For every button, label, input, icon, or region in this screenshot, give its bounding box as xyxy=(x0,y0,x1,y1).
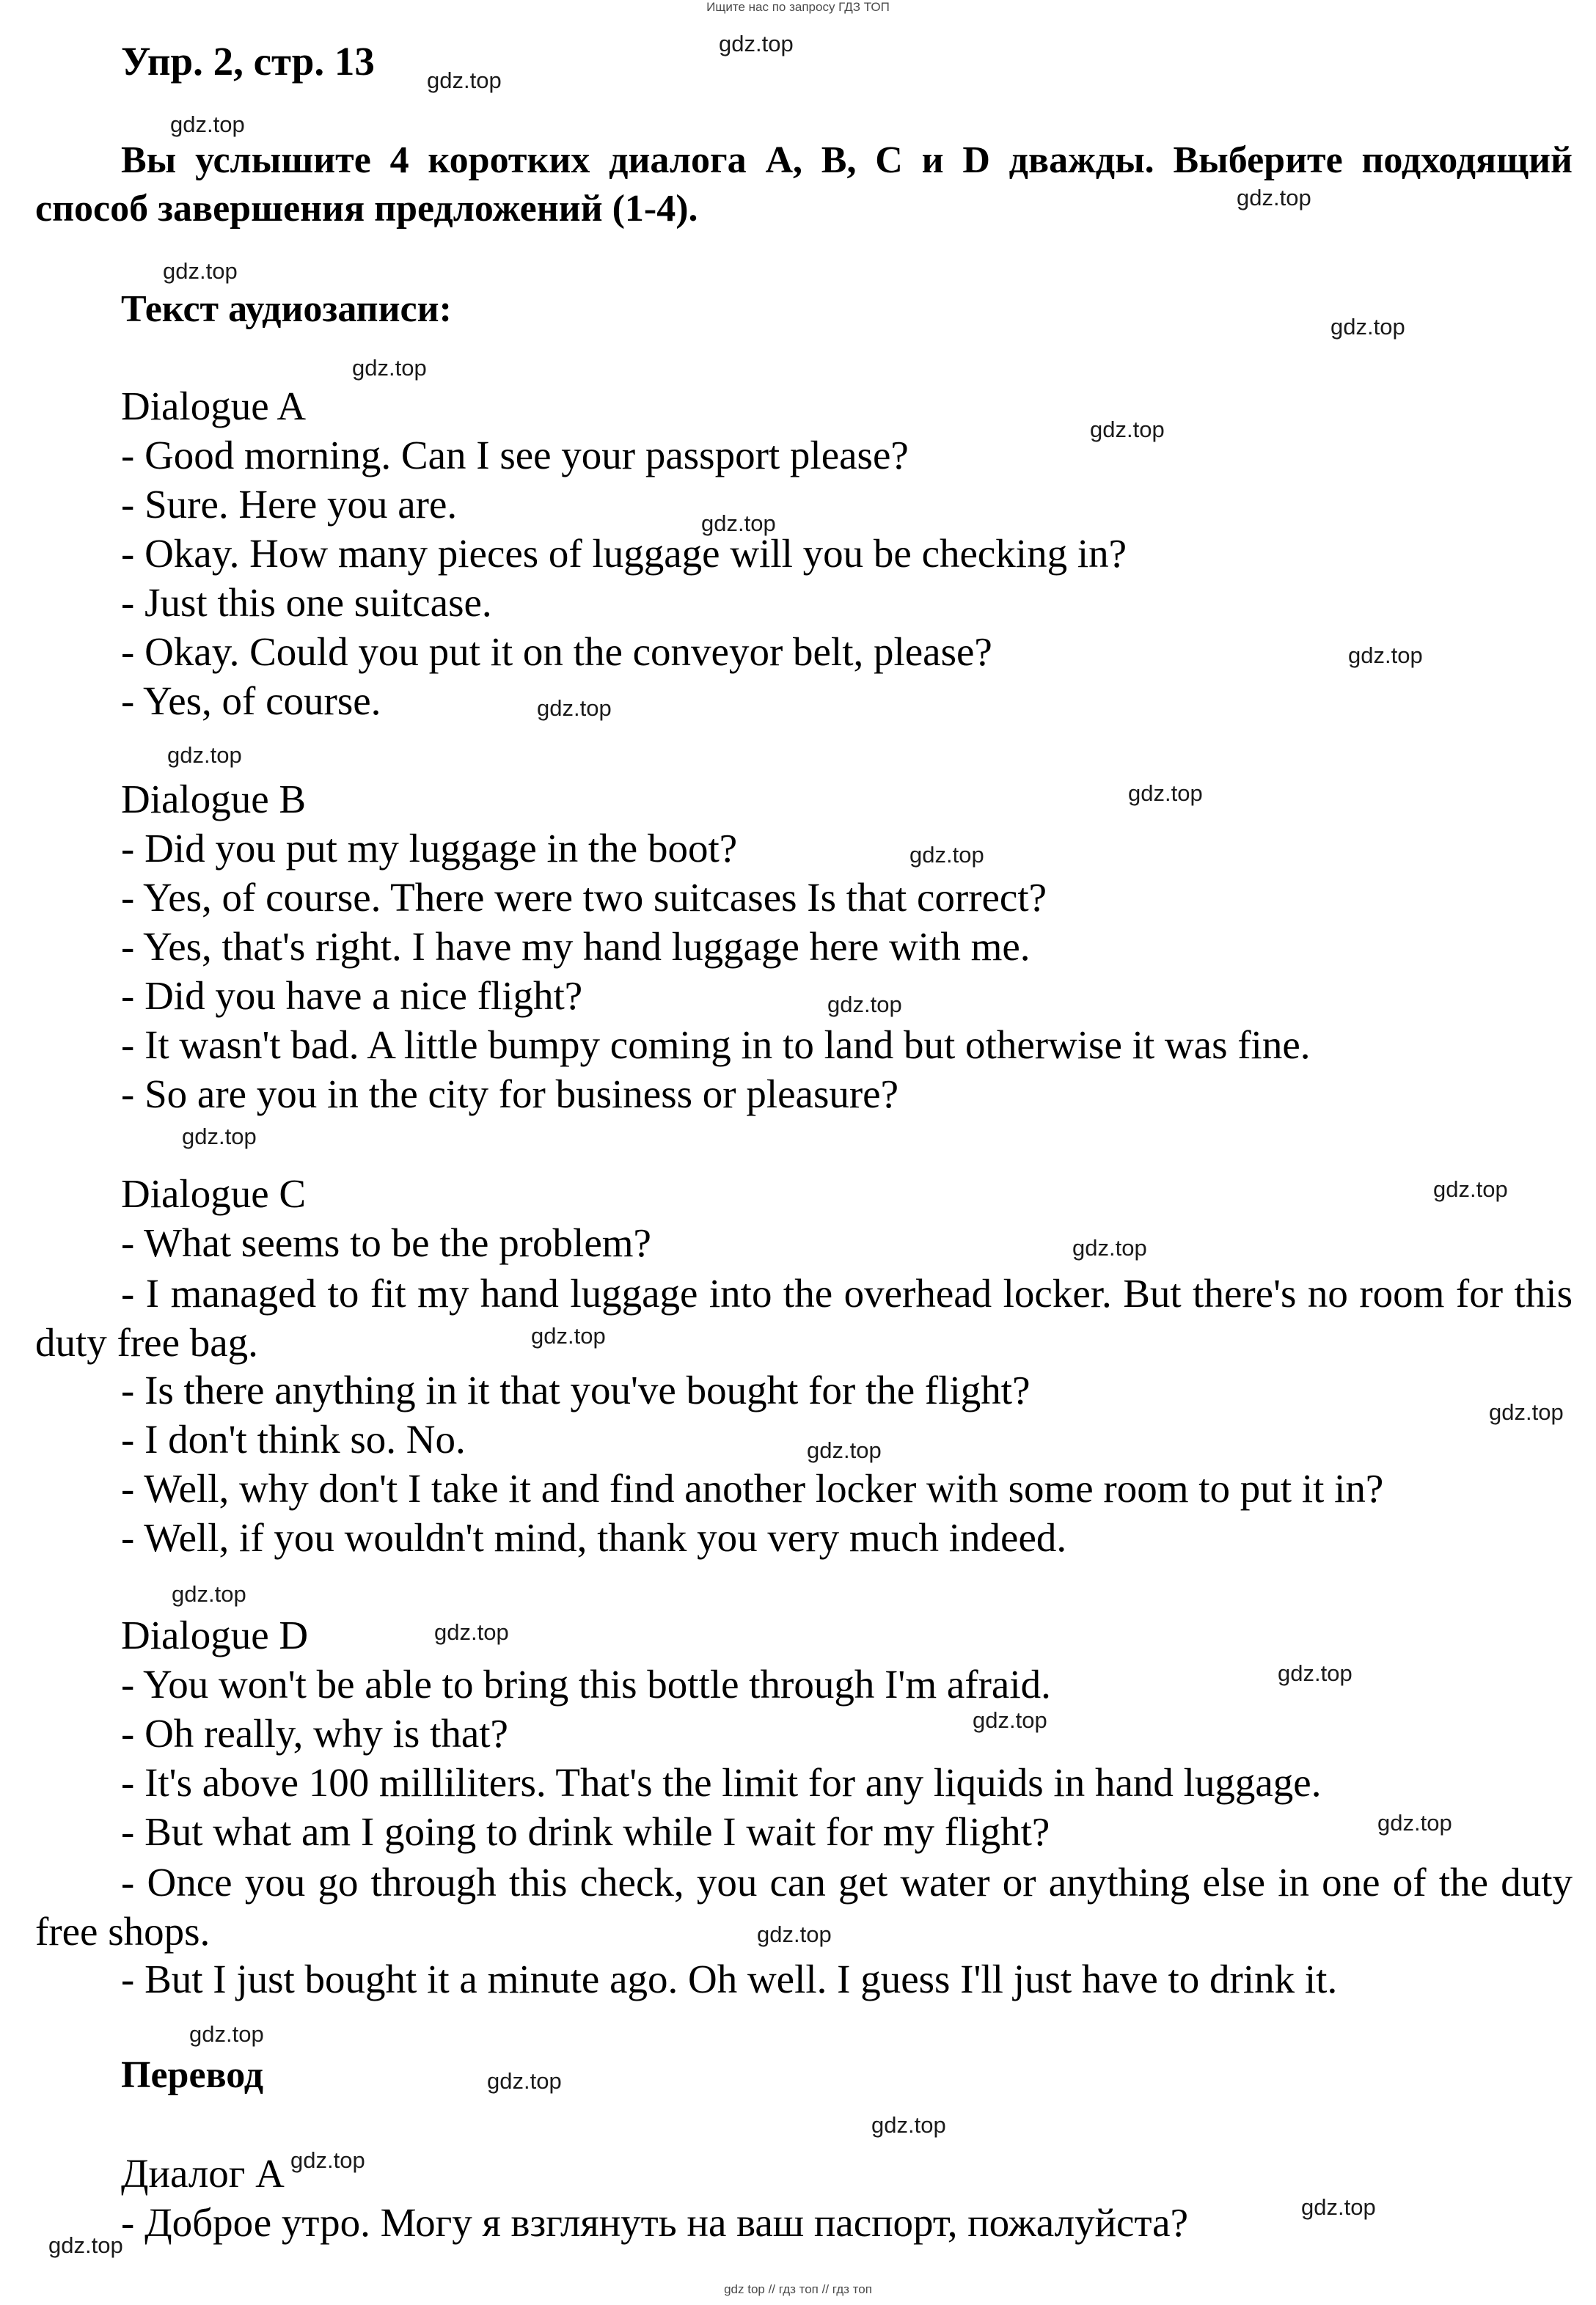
watermark: gdz.top xyxy=(537,695,612,721)
watermark: gdz.top xyxy=(701,510,776,536)
watermark: gdz.top xyxy=(427,67,502,93)
watermark: gdz.top xyxy=(1348,642,1423,668)
watermark: gdz.top xyxy=(1433,1176,1508,1202)
dialogue-a-line: - Just this one suitcase. xyxy=(121,580,492,625)
dialogue-a-title: Dialogue A xyxy=(121,384,307,428)
watermark: gdz.top xyxy=(172,1581,246,1607)
watermark: gdz.top xyxy=(48,2232,123,2258)
dialogue-b-line: - Did you have a nice flight? xyxy=(121,973,583,1018)
instruction-text: Вы услышите 4 коротких диалога A, B, C и D дважды. Выберите подходящий способ завершения предложений (1-4). xyxy=(35,139,1573,230)
dialogue-c-line: - Well, if you wouldn't mind, thank you very much indeed. xyxy=(121,1515,1067,1560)
watermark: gdz.top xyxy=(531,1323,606,1349)
watermark: gdz.top xyxy=(487,2068,562,2094)
dialogue-b-title: Dialogue B xyxy=(121,777,307,821)
watermark: gdz.top xyxy=(1090,417,1165,442)
watermark: gdz.top xyxy=(1330,314,1405,340)
watermark: gdz.top xyxy=(719,31,794,56)
dialogue-c-line: - I don't think so. No. xyxy=(121,1417,466,1462)
watermark: gdz.top xyxy=(973,1707,1047,1733)
watermark: gdz.top xyxy=(1278,1660,1352,1686)
dialogue-d-line: - You won't be able to bring this bottle through I'm afraid. xyxy=(121,1662,1051,1707)
watermark: gdz.top xyxy=(189,2021,264,2047)
watermark: gdz.top xyxy=(182,1124,257,1149)
dialogue-a-line: - Okay. Could you put it on the conveyor belt, please? xyxy=(121,629,992,674)
watermark: gdz.top xyxy=(434,1619,509,1645)
dialogue-a-line: - Good morning. Can I see your passport please? xyxy=(121,433,909,477)
dialogue-c-paragraph: - I managed to fit my hand luggage into the overhead locker. But there's no room for this duty free bag. xyxy=(35,1271,1573,1365)
dialogue-c-title: Dialogue C xyxy=(121,1171,307,1216)
watermark: gdz.top xyxy=(909,842,984,868)
dialogue-a-line: - Okay. How many pieces of luggage will you be checking in? xyxy=(121,531,1127,576)
dialogue-d-line: - Oh really, why is that? xyxy=(121,1711,508,1756)
dialogue-a-line: - Sure. Here you are. xyxy=(121,482,458,527)
watermark: gdz.top xyxy=(1301,2194,1376,2220)
translation-heading: Перевод xyxy=(121,2054,264,2096)
watermark: gdz.top xyxy=(1072,1235,1147,1261)
dialogue-c-line: - What seems to be the problem? xyxy=(121,1220,651,1265)
dialogue-b-line: - It wasn't bad. A little bumpy coming in to land but otherwise it was fine. xyxy=(121,1022,1311,1067)
watermark: gdz.top xyxy=(170,111,245,137)
dialogue-b-line: - Did you put my luggage in the boot? xyxy=(121,826,738,871)
audio-heading: Текст аудиозаписи: xyxy=(121,288,452,330)
watermark: gdz.top xyxy=(807,1437,882,1463)
dialogue-d-line: - But I just bought it a minute ago. Oh well. I guess I'll just have to drink it. xyxy=(121,1957,1338,2001)
dialogue-b-line: - Yes, that's right. I have my hand luggage here with me. xyxy=(121,924,1031,969)
watermark: gdz.top xyxy=(757,1921,832,1947)
watermark: gdz.top xyxy=(1377,1810,1452,1836)
watermark: gdz.top xyxy=(167,742,242,768)
dialogue-c-line: - Well, why don't I take it and find another locker with some room to put it in? xyxy=(121,1466,1384,1511)
watermark: gdz.top xyxy=(1237,185,1311,210)
page-title: Упр. 2, стр. 13 xyxy=(121,39,375,84)
watermark: gdz.top xyxy=(163,258,238,284)
watermark: gdz.top xyxy=(827,992,902,1017)
dialogue-b-line: - Yes, of course. There were two suitcases Is that correct? xyxy=(121,875,1047,920)
dialogue-d-line: - It's above 100 milliliters. That's the limit for any liquids in hand luggage. xyxy=(121,1760,1322,1805)
dialogue-d-paragraph: - Once you go through this check, you can get water or anything else in one of the duty free shops. xyxy=(35,1860,1573,1954)
dialogue-c-line: - Is there anything in it that you've bought for the flight? xyxy=(121,1368,1031,1412)
watermark: gdz.top xyxy=(871,2112,946,2138)
dialogue-a-line: - Yes, of course. xyxy=(121,678,381,723)
watermark: gdz.top xyxy=(290,2147,365,2173)
dialogue-d-title: Dialogue D xyxy=(121,1613,309,1657)
bottom-banner: gdz top // гдз топ // гдз топ xyxy=(724,2282,872,2296)
watermark: gdz.top xyxy=(1128,780,1203,806)
watermark: gdz.top xyxy=(352,355,427,381)
dialogue-b-line: - So are you in the city for business or pleasure? xyxy=(121,1071,898,1116)
top-banner: Ищите нас по запросу ГДЗ ТОП xyxy=(706,0,890,14)
dialogue-d-line: - But what am I going to drink while I wait for my flight? xyxy=(121,1809,1050,1854)
dialog-a-ru-title: Диалог А xyxy=(121,2151,285,2196)
watermark: gdz.top xyxy=(1489,1399,1564,1425)
dialog-a-ru-line: - Доброе утро. Могу я взглянуть на ваш паспорт, пожалуйста? xyxy=(121,2200,1189,2245)
